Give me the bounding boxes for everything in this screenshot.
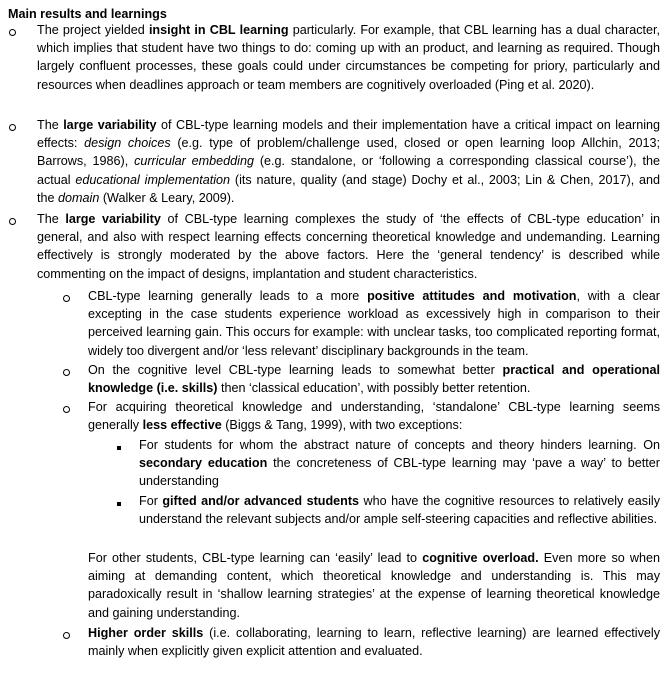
body-text: particularly. For example, that CBL learning has a dual character, which implies that student have two things to do: coming up with an product, and learning as required. Though largely confluent processes, these goals could under circumstances be competing for priory, particularly and resources when deadlines approach or team members are cognitively overloaded (Ping et al. 2020). <box>37 23 660 92</box>
list-item-higher-order-skills <box>88 624 660 660</box>
body-text: On the cognitive level CBL-type learning leads to somewhat better <box>88 363 503 377</box>
bullet-hollow-icon <box>9 124 16 131</box>
emphasis-italic-text: educational implementation <box>75 172 231 187</box>
emphasis-bold-text: Higher order skills <box>88 626 204 640</box>
body-text: CBL-type learning generally leads to a more <box>88 289 368 303</box>
body-text: who have the cognitive resources to relatively easily understand the relevant subjects and/or ample self-steering capacities and reflective abilities. <box>139 494 661 527</box>
bullet-hollow-icon <box>9 218 16 225</box>
emphasis-bold-text: positive attitudes and motivation <box>367 289 577 303</box>
body-text: , with a clear excepting in the case students experience workload as excessively high in comparison to their perceived learning gain. This occurs for example: with unclear tasks, too complicated reporting format, widely too divergent and/or ‘less relevant’ disciplinary backgrounds in the team. <box>88 289 660 358</box>
bullet-hollow-icon <box>63 406 70 413</box>
bullet-hollow-icon <box>63 295 70 302</box>
list-item-variability-models <box>37 116 660 207</box>
body-text: (Biggs & Tang, 1999), with two exceptions: <box>221 418 463 433</box>
paragraph-cognitive-overload <box>88 549 660 622</box>
emphasis-italic-text: design choices <box>84 136 171 151</box>
body-text: The <box>37 212 66 226</box>
body-text: (e.g. type of problem/challenge used, closed or open learning loop Allchin, 2013; Barrows, 1986), <box>37 136 661 169</box>
list-item-insight <box>37 21 660 94</box>
body-text: Even more so when aiming at demanding content, which theoretical knowledge and understanding is. This may paradoxically result in ‘shallow learning strategies’ at the expense of learning theoretical knowledge and gaining understanding. <box>88 551 660 620</box>
emphasis-bold-text: practical and operational knowledge (i.e. skills) <box>88 363 660 396</box>
bullet-square-icon <box>117 446 121 450</box>
list-item-gifted-students <box>139 492 660 528</box>
body-text: of CBL-type learning complexes the study of ‘the effects of CBL-type education’ in general, and also with respect learning effects concerning theoretical knowledge and undemanding. Learning effectively is strongly moderated by the above factors. Here the ‘general tendency’ is described while commenting on the impact of designs, implantation and student characteristics. <box>37 212 660 281</box>
body-text: of CBL-type learning models and their implementation have a critical impact on learning effects: <box>37 118 661 151</box>
list-item-abstract-concepts <box>139 436 660 491</box>
list-item-cognitive-level <box>88 361 660 397</box>
body-text: For <box>139 494 163 508</box>
list-item-attitudes <box>88 287 660 360</box>
bullet-square-icon <box>117 502 121 506</box>
bullet-hollow-icon <box>63 369 70 376</box>
body-text: (e.g. standalone, or ‘following a corresponding classical course’), the actual <box>37 154 660 187</box>
body-text: (Walker & Leary, 2009). <box>99 190 235 205</box>
emphasis-bold-text: gifted and/or advanced students <box>162 494 360 508</box>
section-heading: Main results and learnings <box>8 7 167 21</box>
emphasis-italic-text: curricular embedding <box>134 154 254 169</box>
bullet-hollow-icon <box>9 29 16 36</box>
list-item-theoretical-knowledge <box>88 398 660 434</box>
body-text: For acquiring theoretical knowledge and understanding, ‘standalone’ CBL-type learning seems generally <box>88 400 660 433</box>
body-text: (i.e. collaborating, learning to learn, reflective learning) are learned effectively mainly when explicitly given explicit attention and evaluated. <box>88 626 660 659</box>
body-text: then ‘classical education’, with possibly better retention. <box>217 381 531 396</box>
emphasis-bold-text: large variability <box>65 212 161 226</box>
emphasis-bold-text: less effective <box>142 418 222 433</box>
body-text: For students for whom the abstract nature of concepts and theory hinders learning. On <box>139 438 660 452</box>
emphasis-italic-text: domain <box>58 190 100 205</box>
emphasis-bold-text: large variability <box>63 118 157 132</box>
bullet-hollow-icon <box>63 632 70 639</box>
emphasis-bold-text: secondary education <box>139 456 268 471</box>
body-text: the concreteness of CBL-type learning may ‘pave a way’ to better understanding <box>139 456 660 489</box>
body-text: For other students, CBL-type learning can ‘easily’ lead to <box>88 551 423 565</box>
emphasis-bold-text: cognitive overload. <box>422 551 539 565</box>
body-text: The project yielded <box>37 23 149 37</box>
body-text: (its nature, quality (and stage) Dochy et al., 2003; Lin & Chen, 2017), and the <box>37 172 661 205</box>
list-item-variability-effects <box>37 210 660 283</box>
emphasis-bold-text: insight in CBL learning <box>148 23 289 37</box>
body-text: The <box>37 118 64 132</box>
